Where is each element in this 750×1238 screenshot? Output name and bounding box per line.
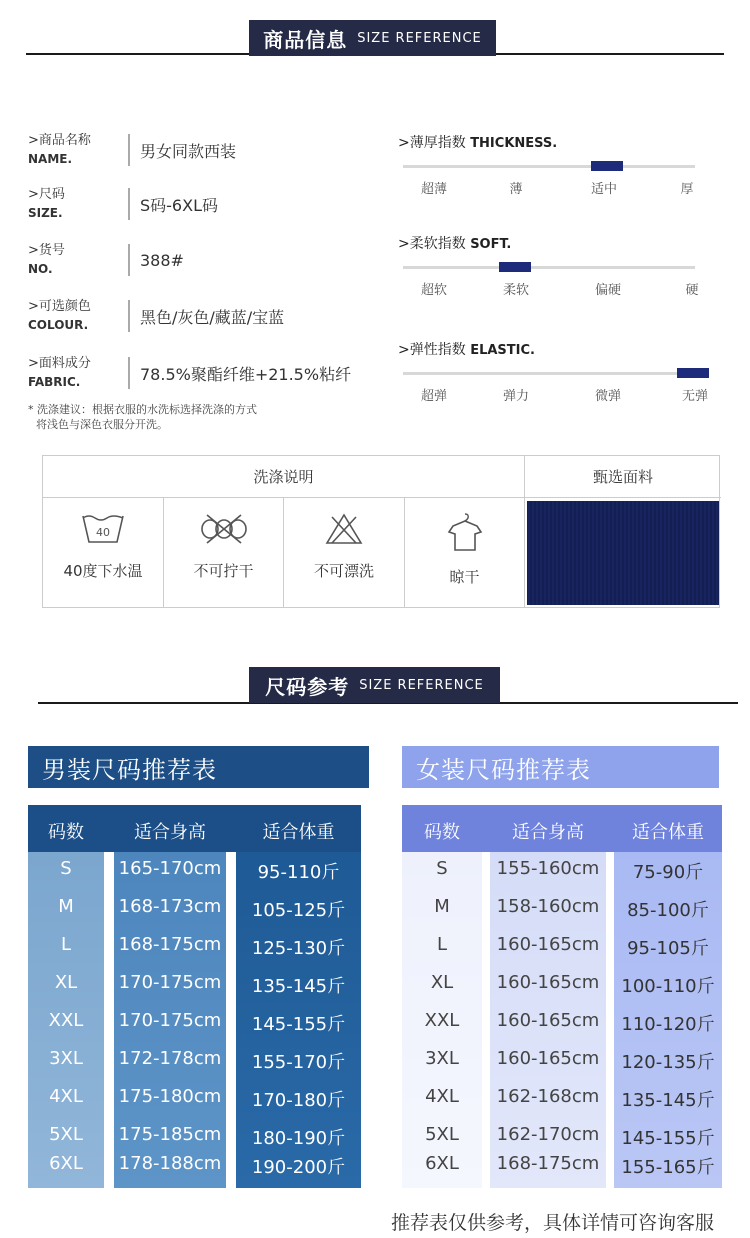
women-table-cell: 6XL: [425, 1153, 459, 1174]
men-table-cell: 170-175cm: [118, 972, 222, 993]
info-row-no: [28, 238, 184, 282]
elastic-level-marker: [677, 368, 709, 378]
thickness-label: 薄: [509, 182, 523, 197]
info-row-size: [28, 182, 218, 226]
divider: [128, 357, 130, 389]
thickness-track: [403, 165, 695, 168]
men-table-cell: 170-180斤: [251, 1090, 346, 1111]
no-wring-icon: [199, 498, 249, 550]
fabric-title: 甄选面料: [525, 456, 721, 498]
women-table-cell: 135-145斤: [621, 1090, 715, 1111]
men-header-cell: 适合体重: [262, 822, 335, 843]
elastic-label: 弹力: [502, 389, 529, 404]
men-header-cell: 码数: [48, 822, 84, 843]
women-table-cell: L: [436, 934, 448, 955]
header1-subtitle: SIZE REFERENCE: [357, 30, 482, 46]
soft-label: 偏硬: [594, 283, 621, 298]
men-table-cell: 178-188cm: [118, 1153, 222, 1174]
thickness-title: >薄厚指数 THICKNESS.: [398, 135, 558, 151]
men-table-cell: 175-185cm: [118, 1124, 222, 1145]
wash-table-title: 洗涤说明: [43, 456, 525, 498]
men-table-cell: 168-175cm: [118, 934, 222, 955]
info-value: 388#: [140, 250, 184, 270]
men-table-cell: 175-180cm: [118, 1086, 222, 1107]
fabric-swatch: [527, 501, 719, 605]
wash-item: [164, 498, 284, 608]
women-table-cell: 168-175cm: [496, 1153, 600, 1174]
men-table-cell: 105-125斤: [251, 900, 346, 921]
info-label-zh: >尺码: [28, 187, 65, 202]
divider: [128, 188, 130, 220]
women-table-cell: 5XL: [425, 1124, 459, 1145]
women-table-cell: 145-155斤: [621, 1128, 715, 1149]
info-value: 黑色/灰色/藏蓝/宝蓝: [140, 307, 285, 327]
women-table-cell: XXL: [424, 1010, 460, 1031]
info-value: S码-6XL码: [140, 195, 218, 215]
women-table-cell: 4XL: [425, 1086, 459, 1107]
men-table-cell: 6XL: [49, 1153, 83, 1174]
soft-title: >柔软指数 SOFT.: [398, 236, 512, 252]
elastic-label: 无弹: [681, 389, 708, 404]
men-table-cell: 165-170cm: [118, 858, 222, 879]
elastic-title: >弹性指数 ELASTIC.: [398, 342, 535, 358]
info-label-en: NAME.: [28, 152, 73, 166]
men-table-cell: 180-190斤: [251, 1128, 346, 1149]
women-table-cell: 155-165斤: [621, 1157, 715, 1178]
women-table-title: 女装尺码推荐表: [402, 746, 719, 788]
no-bleach-icon: [324, 498, 364, 550]
info-label-en: NO.: [28, 262, 53, 276]
info-row-name: [28, 128, 236, 172]
soft-label: 超软: [420, 283, 447, 298]
women-table-cell: 160-165cm: [496, 1010, 600, 1031]
women-table-cell: 100-110斤: [621, 976, 715, 997]
soft-level-marker: [499, 262, 531, 272]
info-label-zh: >商品名称: [28, 133, 91, 148]
info-label-zh: >可选颜色: [28, 299, 91, 314]
women-header-cell: 适合身高: [512, 822, 584, 843]
wash-item: [43, 498, 164, 608]
women-table-cell: 75-90斤: [632, 862, 704, 883]
women-header-cell: 码数: [424, 822, 460, 843]
wash-item: [405, 498, 525, 608]
divider: [128, 134, 130, 166]
women-table-cell: XL: [430, 972, 454, 993]
women-table-cell: 85-100斤: [627, 900, 709, 921]
thickness-level-marker: [591, 161, 623, 171]
svg-text:40: 40: [96, 526, 110, 539]
men-table-cell: 3XL: [49, 1048, 83, 1069]
soft-label: 硬: [685, 283, 699, 298]
info-label-zh: >面料成分: [28, 356, 91, 371]
women-table-cell: 162-170cm: [496, 1124, 600, 1145]
header2-title: 尺码参考: [265, 674, 350, 699]
men-table-cell: M: [58, 896, 74, 917]
women-table-cell: 160-165cm: [496, 972, 600, 993]
thickness-label: 超薄: [420, 182, 447, 197]
men-table-cell: 170-175cm: [118, 1010, 222, 1031]
women-table-cell: 162-168cm: [496, 1086, 600, 1107]
hang-dry-icon: [445, 498, 485, 556]
header1-title: 商品信息: [263, 27, 348, 52]
thickness-label: 适中: [590, 182, 617, 197]
info-value: 男女同款西装: [140, 141, 237, 161]
women-table-cell: 155-160cm: [496, 858, 600, 879]
men-table-cell: 190-200斤: [251, 1157, 346, 1178]
women-table-cell: 120-135斤: [621, 1052, 715, 1073]
wash-note-line: * 洗涤建议：根据衣服的水洗标选择洗涤的方式: [28, 403, 257, 416]
info-label-en: COLOUR.: [28, 318, 89, 332]
wash-note-line: 将浅色与深色衣服分开洗。: [36, 418, 168, 431]
divider: [128, 300, 130, 332]
men-table-cell: S: [60, 858, 72, 879]
women-table-cell: 95-105斤: [627, 938, 709, 959]
wash-care-table: [42, 455, 720, 608]
men-table-cell: 172-178cm: [118, 1048, 222, 1069]
wash-40-icon: [81, 498, 125, 550]
men-table-cell: 4XL: [49, 1086, 83, 1107]
info-value: 78.5%聚酯纤维+21.5%粘纤: [140, 364, 352, 384]
men-table-cell: 5XL: [49, 1124, 83, 1145]
men-table-cell: 168-173cm: [118, 896, 222, 917]
women-table-cell: 160-165cm: [496, 1048, 600, 1069]
women-table-cell: 110-120斤: [621, 1014, 715, 1035]
divider: [128, 244, 130, 276]
wash-item-label: 不可漂洗: [313, 562, 374, 580]
men-table-cell: 145-155斤: [251, 1014, 346, 1035]
header2-banner: [249, 667, 500, 703]
elastic-label: 微弹: [594, 389, 621, 404]
soft-label: 柔软: [502, 283, 529, 298]
header2-subtitle: SIZE REFERENCE: [359, 677, 484, 693]
wash-item-label: 40度下水温: [63, 562, 143, 580]
women-table-cell: 3XL: [425, 1048, 459, 1069]
info-row-colour: [28, 294, 284, 338]
men-table-cell: 125-130斤: [251, 938, 346, 959]
wash-item: [284, 498, 405, 608]
men-table-cell: 155-170斤: [251, 1052, 346, 1073]
header1-banner: [249, 20, 496, 56]
men-table-cell: L: [60, 934, 72, 955]
women-table-cell: M: [434, 896, 450, 917]
info-row-fabric: [28, 351, 351, 395]
wash-item-label: 晾干: [449, 568, 480, 586]
men-header-cell: 适合身高: [134, 822, 206, 843]
elastic-label: 超弹: [420, 389, 447, 404]
women-table-cell: S: [436, 858, 448, 879]
info-label-en: SIZE.: [28, 206, 63, 220]
info-label-zh: >货号: [28, 243, 65, 258]
elastic-track: [403, 372, 695, 375]
men-table-cell: 95-110斤: [257, 862, 340, 883]
women-header-cell: 适合体重: [632, 822, 704, 843]
wash-note: [28, 402, 257, 432]
thickness-label: 厚: [680, 182, 694, 197]
women-table-cell: 160-165cm: [496, 934, 600, 955]
footnote: 推荐表仅供参考，具体详情可咨询客服: [390, 1212, 714, 1234]
women-table-cell: 158-160cm: [496, 896, 600, 917]
soft-track: [403, 266, 695, 269]
men-table-title: 男装尺码推荐表: [28, 746, 369, 788]
wash-item-label: 不可拧干: [193, 562, 254, 580]
men-table-cell: XXL: [48, 1010, 84, 1031]
info-label-en: FABRIC.: [28, 375, 81, 389]
men-table-cell: 135-145斤: [251, 976, 346, 997]
men-table-cell: XL: [54, 972, 78, 993]
